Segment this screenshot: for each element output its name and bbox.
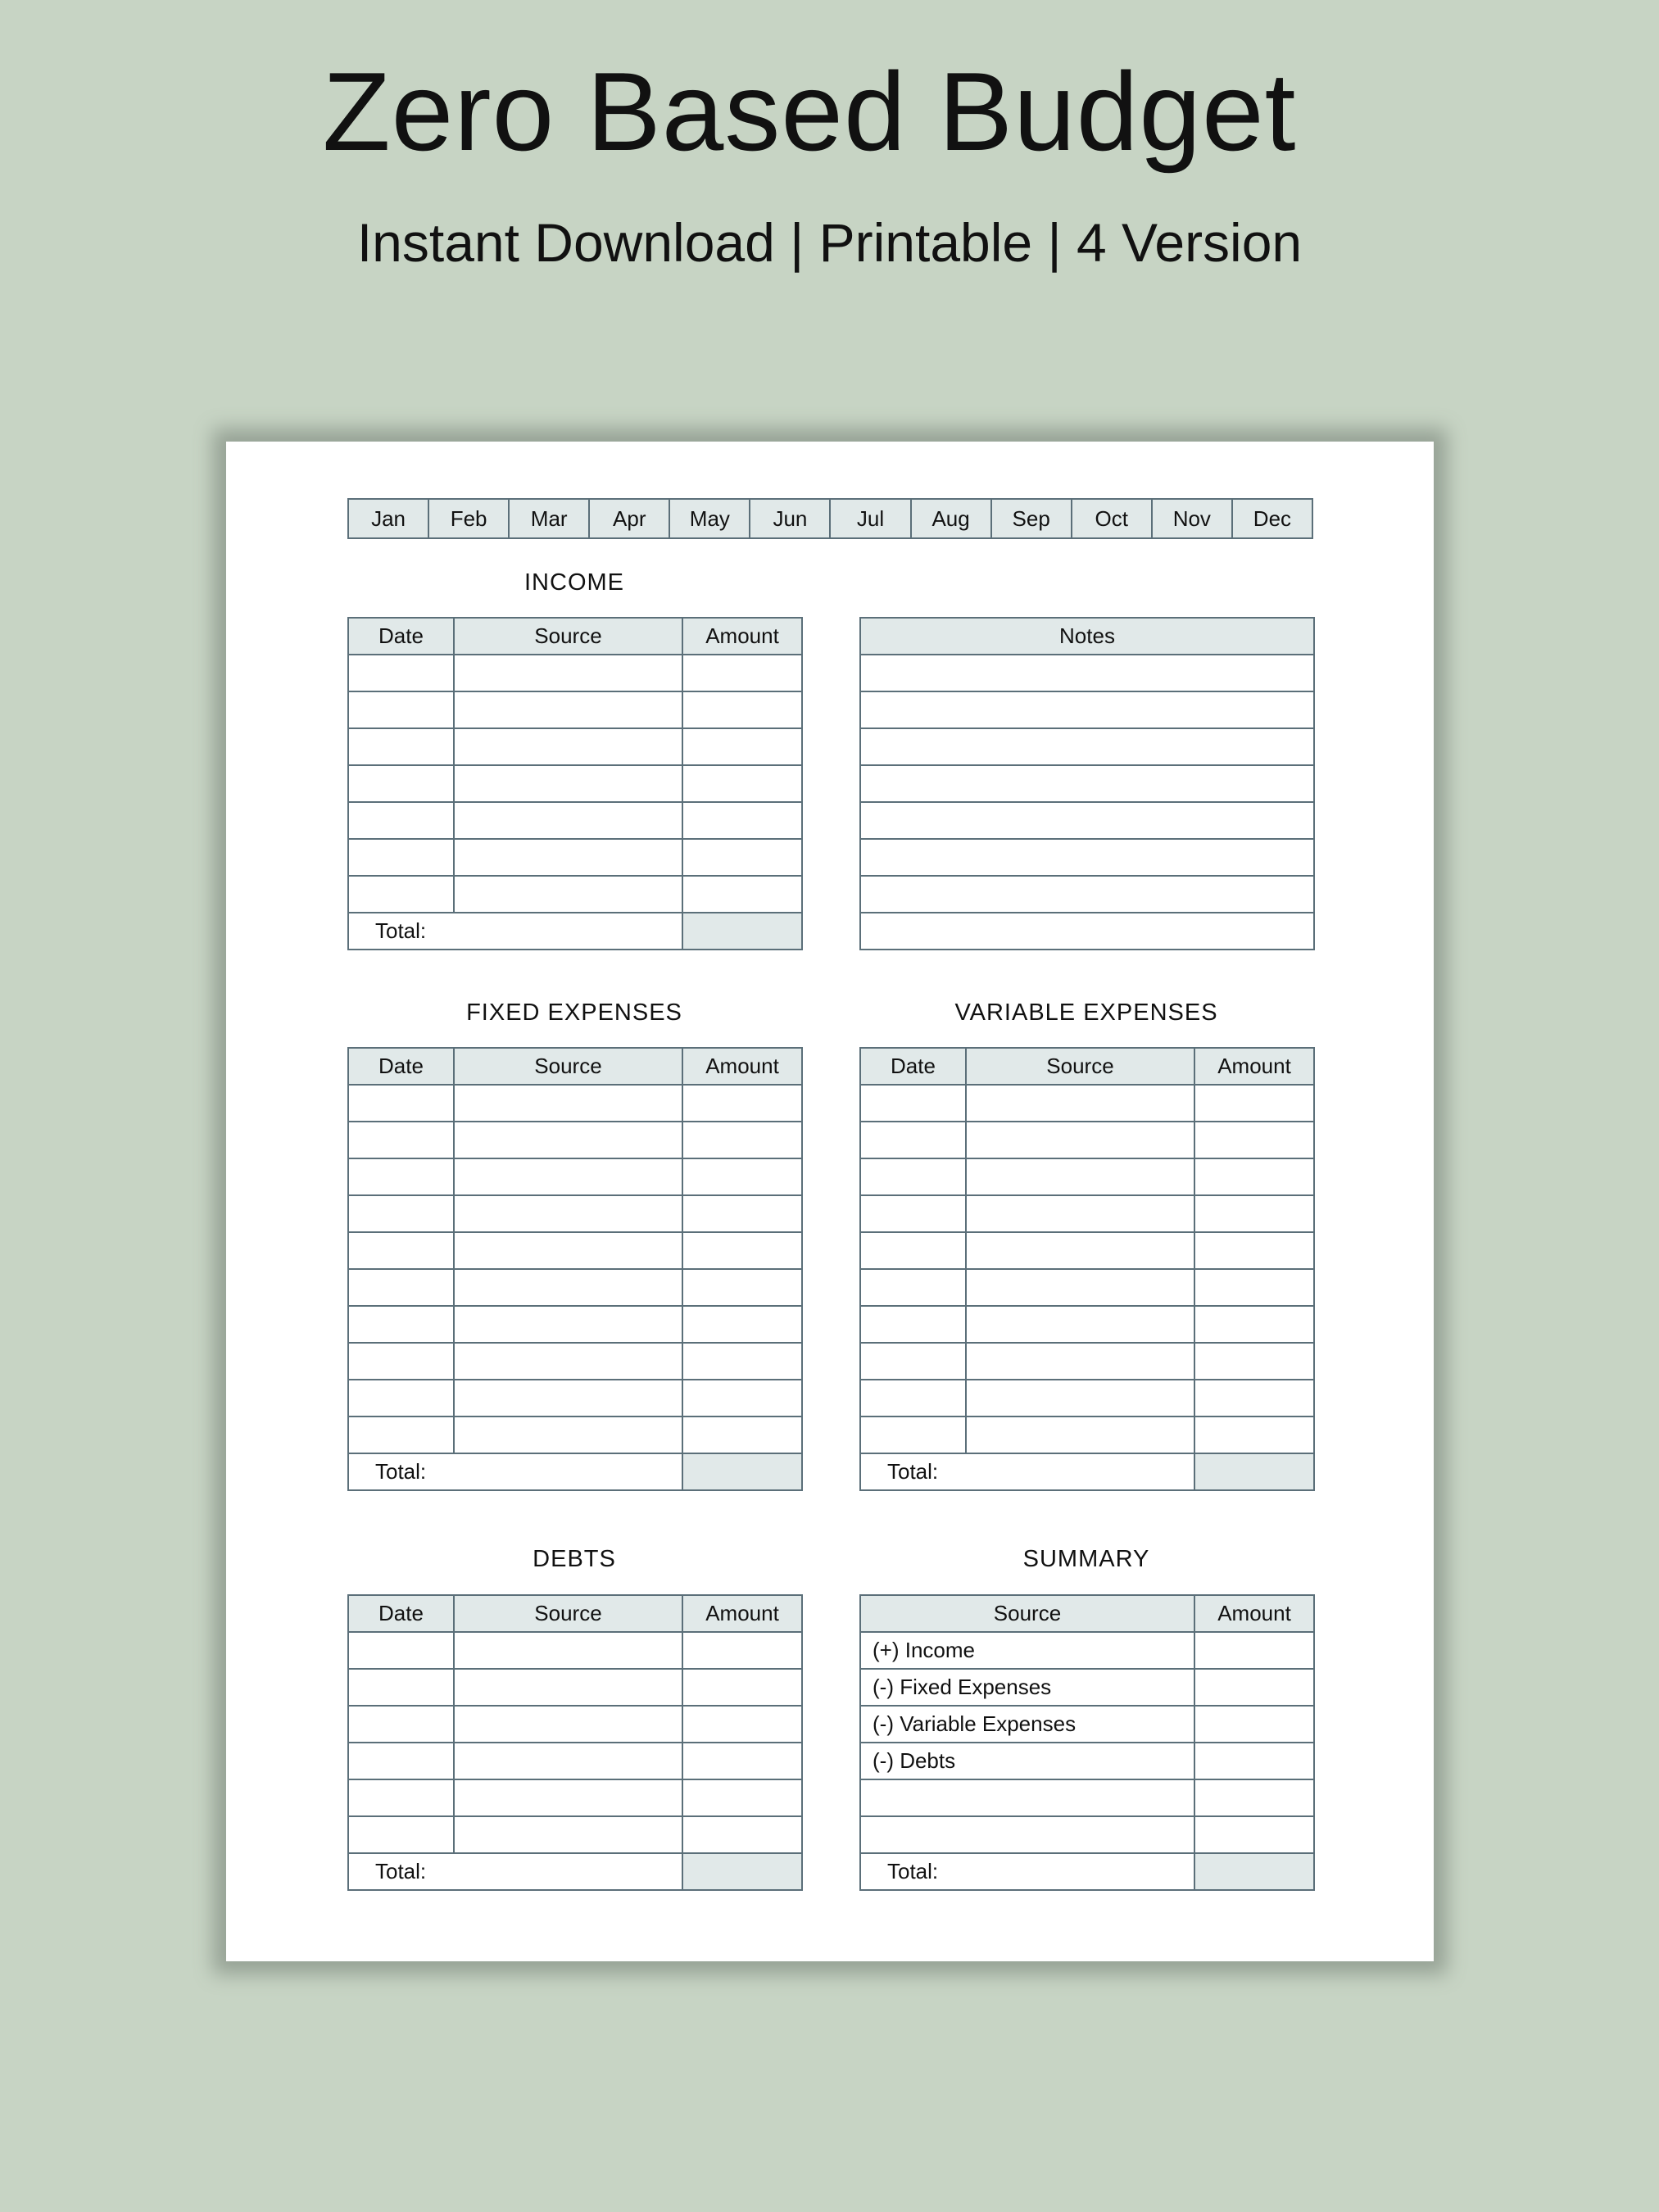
cell-amount[interactable] bbox=[1194, 1669, 1314, 1706]
income-title: INCOME bbox=[524, 569, 624, 596]
cell-date[interactable] bbox=[348, 1158, 454, 1195]
cell-amount[interactable] bbox=[1194, 1343, 1314, 1380]
cell-date[interactable] bbox=[348, 802, 454, 839]
column-header-amount: Amount bbox=[1194, 1595, 1314, 1632]
cell-date[interactable] bbox=[348, 1380, 454, 1416]
cell-source[interactable] bbox=[454, 1632, 682, 1669]
cell-amount[interactable] bbox=[1194, 1232, 1314, 1269]
cell-amount[interactable] bbox=[682, 876, 802, 913]
cell-source[interactable] bbox=[454, 1343, 682, 1380]
cell-amount[interactable] bbox=[682, 1269, 802, 1306]
table-row bbox=[348, 1779, 802, 1816]
cell-date[interactable] bbox=[348, 1269, 454, 1306]
column-header-amount: Amount bbox=[682, 1048, 802, 1085]
total-label: Total: bbox=[348, 1453, 682, 1490]
table-row bbox=[860, 691, 1314, 728]
table-row bbox=[348, 1232, 802, 1269]
cell-source[interactable] bbox=[966, 1195, 1194, 1232]
cell-source[interactable] bbox=[966, 1085, 1194, 1122]
column-header-date: Date bbox=[348, 618, 454, 655]
cell-source[interactable] bbox=[454, 728, 682, 765]
column-header-date: Date bbox=[348, 1595, 454, 1632]
fixed-expenses-table bbox=[347, 1047, 803, 1491]
column-header-amount: Amount bbox=[1194, 1048, 1314, 1085]
month-mar[interactable]: Mar bbox=[509, 499, 589, 538]
cell-date[interactable] bbox=[348, 876, 454, 913]
cell-date[interactable] bbox=[860, 1085, 966, 1122]
table-row bbox=[348, 802, 802, 839]
cell-amount[interactable] bbox=[682, 1743, 802, 1779]
table-row bbox=[860, 1816, 1314, 1853]
cell-date[interactable] bbox=[860, 1306, 966, 1343]
month-jun[interactable]: Jun bbox=[750, 499, 830, 538]
column-header-source: Source bbox=[860, 1595, 1194, 1632]
month-jul[interactable]: Jul bbox=[830, 499, 910, 538]
cell-amount[interactable] bbox=[682, 1343, 802, 1380]
table-row bbox=[348, 1306, 802, 1343]
total-amount-cell[interactable] bbox=[1194, 1453, 1314, 1490]
summary-row-label: (-) Fixed Expenses bbox=[860, 1669, 1194, 1706]
column-header-amount: Amount bbox=[682, 1595, 802, 1632]
total-amount-cell[interactable] bbox=[1194, 1853, 1314, 1890]
table-row bbox=[860, 1743, 1314, 1779]
total-row bbox=[860, 1853, 1314, 1890]
total-amount-cell[interactable] bbox=[682, 1453, 802, 1490]
table-row bbox=[860, 655, 1314, 691]
table-row bbox=[348, 1706, 802, 1743]
table-row bbox=[348, 1085, 802, 1122]
cell-date[interactable] bbox=[348, 691, 454, 728]
cell-date[interactable] bbox=[348, 1195, 454, 1232]
total-label: Total: bbox=[348, 1853, 682, 1890]
cell-amount[interactable] bbox=[682, 802, 802, 839]
summary-row-label bbox=[860, 1779, 1194, 1816]
cell-date[interactable] bbox=[348, 1816, 454, 1853]
cell-date[interactable] bbox=[348, 1743, 454, 1779]
month-feb[interactable]: Feb bbox=[428, 499, 509, 538]
table-row bbox=[860, 913, 1314, 950]
total-row bbox=[348, 1853, 802, 1890]
cell-source[interactable] bbox=[966, 1232, 1194, 1269]
month-sep[interactable]: Sep bbox=[991, 499, 1072, 538]
cell-amount[interactable] bbox=[682, 1632, 802, 1669]
cell-date[interactable] bbox=[860, 1269, 966, 1306]
table-row bbox=[860, 1195, 1314, 1232]
cell-amount[interactable] bbox=[682, 1380, 802, 1416]
cell-amount[interactable] bbox=[682, 1669, 802, 1706]
cell-date[interactable] bbox=[860, 1195, 966, 1232]
cell-amount[interactable] bbox=[682, 1232, 802, 1269]
cell-amount[interactable] bbox=[1194, 1743, 1314, 1779]
cell-amount[interactable] bbox=[682, 765, 802, 802]
table-row bbox=[348, 1158, 802, 1195]
column-header-amount: Amount bbox=[682, 618, 802, 655]
cell-source[interactable] bbox=[454, 1269, 682, 1306]
cell-amount[interactable] bbox=[682, 1779, 802, 1816]
cell-amount[interactable] bbox=[1194, 1269, 1314, 1306]
table-row bbox=[860, 1343, 1314, 1380]
summary-row-label: (+) Income bbox=[860, 1632, 1194, 1669]
summary-row-label: (-) Debts bbox=[860, 1743, 1194, 1779]
column-header-notes: Notes bbox=[860, 618, 1314, 655]
cell-date[interactable] bbox=[348, 1632, 454, 1669]
cell-amount[interactable] bbox=[682, 1085, 802, 1122]
cell-date[interactable] bbox=[348, 839, 454, 876]
cell-amount[interactable] bbox=[1194, 1195, 1314, 1232]
table-row bbox=[348, 1269, 802, 1306]
month-nov[interactable]: Nov bbox=[1152, 499, 1232, 538]
cell-date[interactable] bbox=[348, 1232, 454, 1269]
cell-amount[interactable] bbox=[682, 1195, 802, 1232]
cell-amount[interactable] bbox=[1194, 1122, 1314, 1158]
total-row bbox=[348, 1453, 802, 1490]
table-row bbox=[860, 1269, 1314, 1306]
cell-source[interactable] bbox=[966, 1380, 1194, 1416]
total-amount-cell[interactable] bbox=[682, 913, 802, 950]
cell-notes[interactable] bbox=[860, 913, 1314, 950]
table-row bbox=[860, 1632, 1314, 1669]
table-row bbox=[348, 691, 802, 728]
cell-notes[interactable] bbox=[860, 728, 1314, 765]
table-row bbox=[348, 876, 802, 913]
cell-amount[interactable] bbox=[1194, 1779, 1314, 1816]
table-row bbox=[860, 1380, 1314, 1416]
cell-date[interactable] bbox=[860, 1343, 966, 1380]
table-row bbox=[860, 1779, 1314, 1816]
table-row bbox=[860, 728, 1314, 765]
cell-source[interactable] bbox=[454, 1158, 682, 1195]
table-row bbox=[860, 1669, 1314, 1706]
table-row bbox=[860, 802, 1314, 839]
summary-row-label: (-) Variable Expenses bbox=[860, 1706, 1194, 1743]
fixed-expenses-title: FIXED EXPENSES bbox=[466, 999, 682, 1026]
cell-amount[interactable] bbox=[1194, 1706, 1314, 1743]
notes-table bbox=[859, 617, 1315, 950]
table-row bbox=[860, 876, 1314, 913]
cell-source[interactable] bbox=[454, 1306, 682, 1343]
debts-table bbox=[347, 1594, 803, 1891]
cell-amount[interactable] bbox=[1194, 1380, 1314, 1416]
page-title: Zero Based Budget bbox=[322, 49, 1297, 174]
cell-source[interactable] bbox=[454, 876, 682, 913]
total-row bbox=[860, 1453, 1314, 1490]
cell-date[interactable] bbox=[348, 1122, 454, 1158]
income-table bbox=[347, 617, 803, 950]
table-row bbox=[348, 728, 802, 765]
cell-date[interactable] bbox=[348, 655, 454, 691]
cell-notes[interactable] bbox=[860, 655, 1314, 691]
cell-amount[interactable] bbox=[682, 728, 802, 765]
month-may[interactable]: May bbox=[669, 499, 750, 538]
table-row bbox=[860, 1706, 1314, 1743]
column-header-date: Date bbox=[348, 1048, 454, 1085]
table-row bbox=[348, 1380, 802, 1416]
cell-amount[interactable] bbox=[682, 1158, 802, 1195]
table-row bbox=[860, 1306, 1314, 1343]
cell-date[interactable] bbox=[860, 1232, 966, 1269]
table-row bbox=[348, 1122, 802, 1158]
cell-source[interactable] bbox=[454, 1122, 682, 1158]
month-jan[interactable]: Jan bbox=[348, 499, 428, 538]
total-label: Total: bbox=[860, 1853, 1194, 1890]
cell-source[interactable] bbox=[454, 1669, 682, 1706]
cell-source[interactable] bbox=[454, 1816, 682, 1853]
cell-date[interactable] bbox=[348, 1343, 454, 1380]
cell-amount[interactable] bbox=[1194, 1306, 1314, 1343]
cell-amount[interactable] bbox=[1194, 1416, 1314, 1453]
total-amount-cell[interactable] bbox=[682, 1853, 802, 1890]
month-apr[interactable]: Apr bbox=[589, 499, 669, 538]
cell-source[interactable] bbox=[454, 1743, 682, 1779]
table-row bbox=[348, 839, 802, 876]
cell-source[interactable] bbox=[454, 655, 682, 691]
summary-table bbox=[859, 1594, 1315, 1891]
cell-amount[interactable] bbox=[1194, 1085, 1314, 1122]
subtitle: Instant Download | Printable | 4 Version bbox=[356, 212, 1303, 273]
cell-notes[interactable] bbox=[860, 765, 1314, 802]
column-header-source: Source bbox=[454, 618, 682, 655]
column-header-date: Date bbox=[860, 1048, 966, 1085]
table-row bbox=[348, 1816, 802, 1853]
cell-date[interactable] bbox=[860, 1158, 966, 1195]
table-row bbox=[348, 1343, 802, 1380]
cell-source[interactable] bbox=[454, 1085, 682, 1122]
table-row bbox=[860, 1085, 1314, 1122]
cell-source[interactable] bbox=[454, 802, 682, 839]
cell-source[interactable] bbox=[454, 1232, 682, 1269]
cell-source[interactable] bbox=[454, 765, 682, 802]
cell-date[interactable] bbox=[860, 1416, 966, 1453]
cell-date[interactable] bbox=[860, 1380, 966, 1416]
table-row bbox=[860, 1158, 1314, 1195]
cell-source[interactable] bbox=[454, 1416, 682, 1453]
total-row bbox=[348, 913, 802, 950]
table-row bbox=[860, 1416, 1314, 1453]
table-row bbox=[348, 1632, 802, 1669]
month-dec[interactable]: Dec bbox=[1232, 499, 1312, 538]
cell-source[interactable] bbox=[454, 1380, 682, 1416]
cell-amount[interactable] bbox=[682, 1122, 802, 1158]
cell-notes[interactable] bbox=[860, 691, 1314, 728]
cell-source[interactable] bbox=[454, 691, 682, 728]
cell-amount[interactable] bbox=[1194, 1816, 1314, 1853]
total-label: Total: bbox=[860, 1453, 1194, 1490]
cell-notes[interactable] bbox=[860, 876, 1314, 913]
cell-date[interactable] bbox=[348, 1416, 454, 1453]
cell-date[interactable] bbox=[348, 1779, 454, 1816]
table-row bbox=[348, 765, 802, 802]
total-label: Total: bbox=[348, 913, 682, 950]
cell-date[interactable] bbox=[348, 1306, 454, 1343]
cell-amount[interactable] bbox=[682, 839, 802, 876]
month-oct[interactable]: Oct bbox=[1072, 499, 1152, 538]
summary-row-label bbox=[860, 1816, 1194, 1853]
month-aug[interactable]: Aug bbox=[911, 499, 991, 538]
cell-source[interactable] bbox=[966, 1343, 1194, 1380]
variable-expenses-table bbox=[859, 1047, 1315, 1491]
cell-source[interactable] bbox=[966, 1122, 1194, 1158]
table-row bbox=[860, 765, 1314, 802]
table-row bbox=[348, 1195, 802, 1232]
cell-source[interactable] bbox=[966, 1269, 1194, 1306]
cell-date[interactable] bbox=[348, 765, 454, 802]
cell-notes[interactable] bbox=[860, 839, 1314, 876]
cell-amount[interactable] bbox=[1194, 1632, 1314, 1669]
cell-amount[interactable] bbox=[682, 1816, 802, 1853]
cell-amount[interactable] bbox=[682, 1416, 802, 1453]
column-header-source: Source bbox=[454, 1595, 682, 1632]
cell-source[interactable] bbox=[966, 1158, 1194, 1195]
cell-amount[interactable] bbox=[682, 655, 802, 691]
table-row bbox=[348, 655, 802, 691]
table-row bbox=[348, 1743, 802, 1779]
summary-title: SUMMARY bbox=[1022, 1546, 1150, 1572]
cell-date[interactable] bbox=[348, 728, 454, 765]
variable-expenses-title: VARIABLE EXPENSES bbox=[954, 999, 1218, 1026]
debts-title: DEBTS bbox=[533, 1546, 616, 1572]
cell-source[interactable] bbox=[454, 1706, 682, 1743]
cell-date[interactable] bbox=[348, 1669, 454, 1706]
cell-date[interactable] bbox=[860, 1122, 966, 1158]
cell-source[interactable] bbox=[454, 1779, 682, 1816]
cell-date[interactable] bbox=[348, 1085, 454, 1122]
month-selector bbox=[347, 498, 1313, 539]
column-header-source: Source bbox=[454, 1048, 682, 1085]
column-header-source: Source bbox=[966, 1048, 1194, 1085]
table-row bbox=[860, 839, 1314, 876]
cell-source[interactable] bbox=[454, 839, 682, 876]
cell-date[interactable] bbox=[348, 1706, 454, 1743]
table-row bbox=[860, 1232, 1314, 1269]
cell-source[interactable] bbox=[454, 1195, 682, 1232]
table-row bbox=[348, 1669, 802, 1706]
cell-amount[interactable] bbox=[682, 1306, 802, 1343]
cell-amount[interactable] bbox=[682, 1706, 802, 1743]
cell-amount[interactable] bbox=[1194, 1158, 1314, 1195]
cell-amount[interactable] bbox=[682, 691, 802, 728]
cell-source[interactable] bbox=[966, 1306, 1194, 1343]
table-row bbox=[860, 1122, 1314, 1158]
cell-source[interactable] bbox=[966, 1416, 1194, 1453]
cell-notes[interactable] bbox=[860, 802, 1314, 839]
table-row bbox=[348, 1416, 802, 1453]
